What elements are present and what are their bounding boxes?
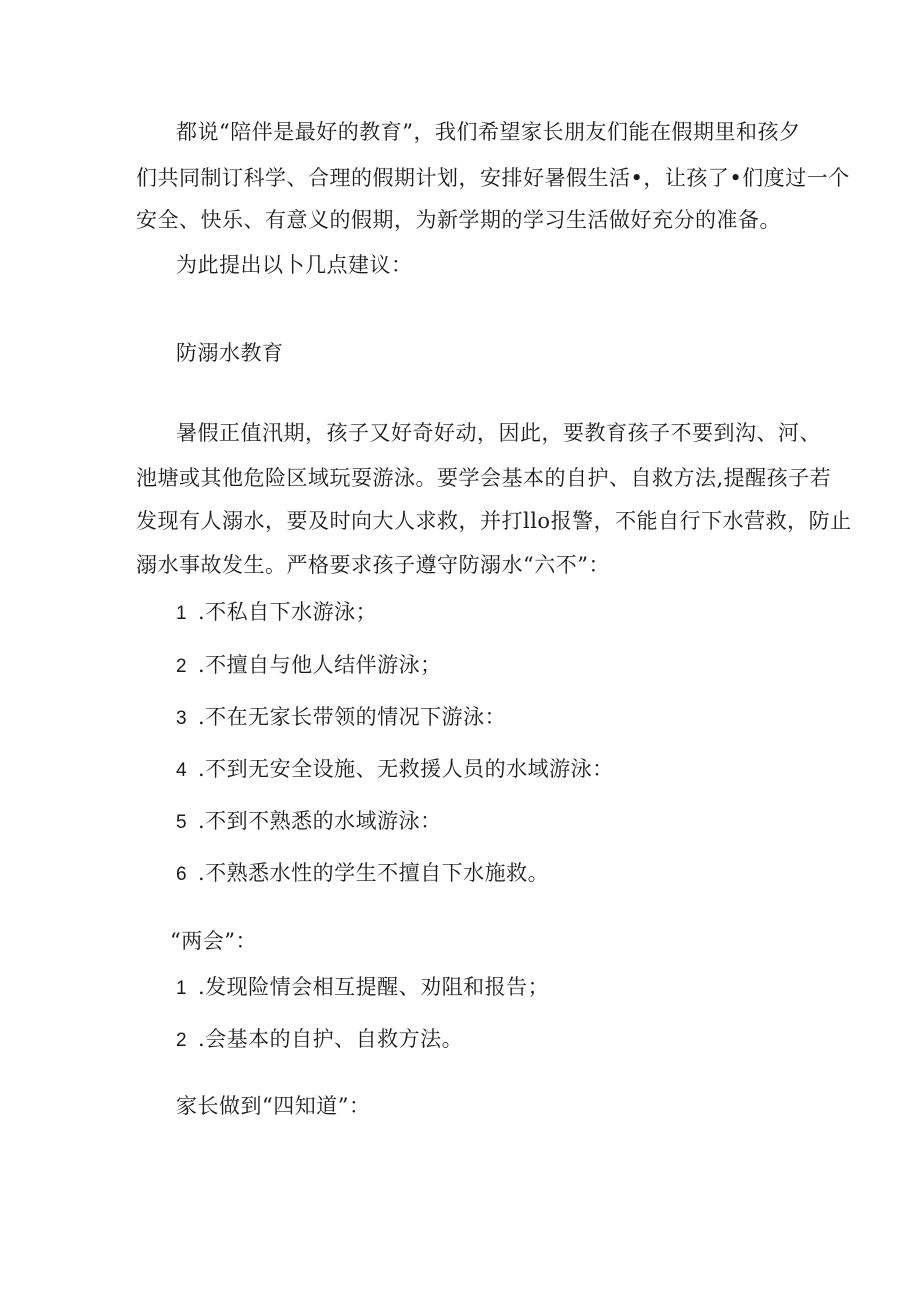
list-item — [176, 600, 377, 626]
list-item — [176, 653, 442, 679]
body-line-2: 池塘或其他危险区域玩耍游泳。要学会基本的自护、自救方法,提醒孩子若 — [136, 466, 832, 490]
intro-line-3: 安全、快乐、有意义的假期，为新学期的学习生活做好充分的准备。 — [136, 208, 781, 232]
four-know-heading: 家长做到“四知道”： — [176, 1094, 371, 1118]
list-text: .发现险情会相互提醒、劝阻和报告； — [198, 975, 550, 999]
body-line-3: 发现有人溺水，要及时向大人求救，并打llo报警，不能自行下水营救，防止 — [136, 509, 852, 533]
list-text: .不到不熟悉的水域游泳： — [198, 809, 442, 833]
suggestion-line: 为此提出以卜几点建议： — [176, 253, 413, 277]
list-number: 3 — [176, 708, 188, 729]
list-text: .会基本的自护、自救方法。 — [198, 1027, 464, 1051]
body-line-4: 溺水事故发生。严格要求孩子遵守防溺水“六不”： — [136, 553, 610, 577]
list-item — [176, 705, 506, 731]
list-text: .不私自下水游泳； — [198, 600, 378, 624]
list-text: .不熟悉水性的学生不擅自下水施救。 — [198, 861, 550, 885]
list-number: 2 — [176, 656, 188, 677]
list-item — [176, 975, 549, 1001]
list-number: 1 — [176, 978, 188, 999]
list-item — [176, 1027, 463, 1053]
list-number: 5 — [176, 812, 188, 833]
two-will-heading: “两会”： — [170, 929, 257, 953]
intro-line-2: 们共同制订科学、合理的假期计划，安排好暑假生活•，让孩了•们度过一个 — [136, 166, 850, 190]
body-line-1: 暑假正值汛期，孩子又好奇好动，因此，要教育孩子不要到沟、河、 — [176, 421, 821, 445]
list-text: .不到无安全设施、无救援人员的水域游泳： — [198, 757, 614, 781]
list-item — [176, 861, 549, 887]
list-item — [176, 757, 614, 783]
list-item — [176, 809, 442, 835]
section-title: 防溺水教育 — [176, 341, 284, 365]
list-text: .不擅自与他人结伴游泳； — [198, 653, 442, 677]
intro-line-1: 都说“陪伴是最好的教育”，我们希望家长朋友们能在假期里和孩夕 — [176, 120, 801, 144]
list-number: 4 — [176, 760, 188, 781]
list-text: .不在无家长带领的情况下游泳： — [198, 705, 507, 729]
list-number: 2 — [176, 1030, 188, 1051]
list-number: 1 — [176, 603, 188, 624]
list-number: 6 — [176, 864, 188, 885]
